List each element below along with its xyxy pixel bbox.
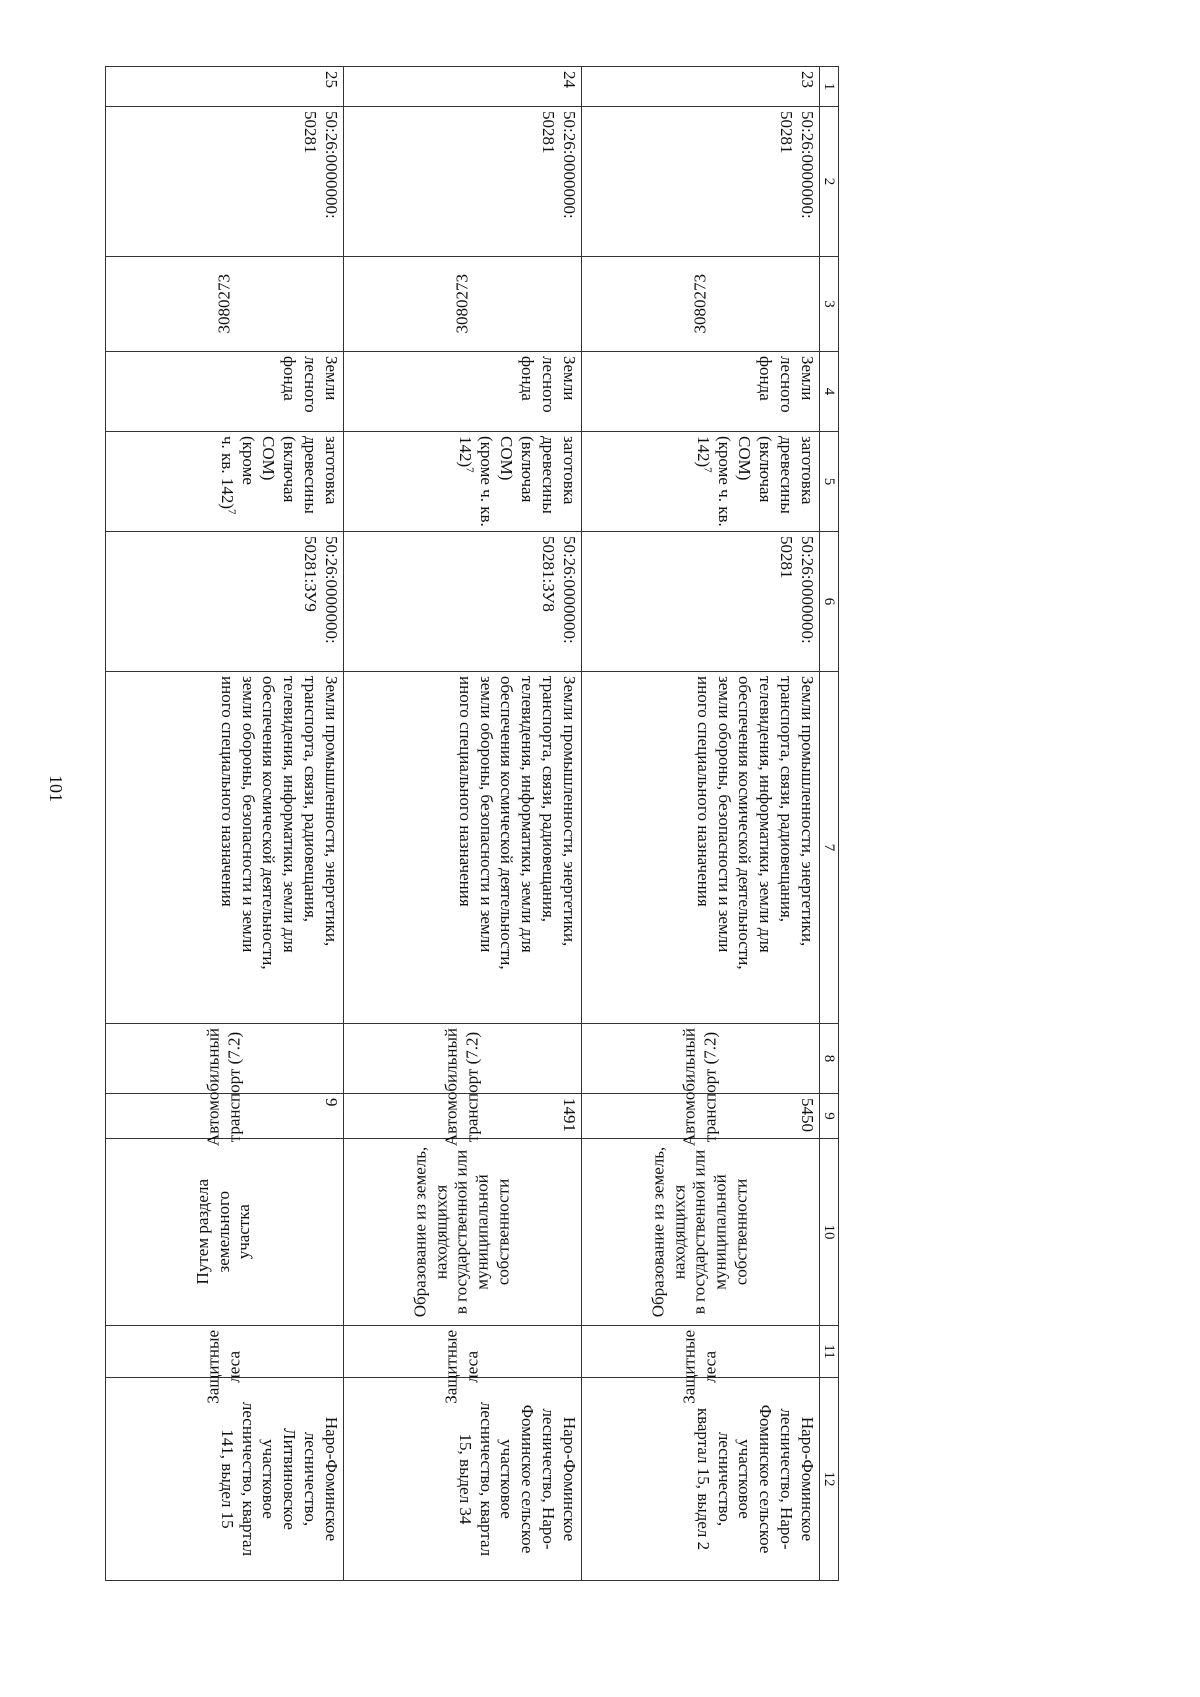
- permitted-use: Автомобильный транспорт (7.2): [679, 1028, 720, 1147]
- use-cell: [343, 432, 581, 532]
- cadastral-cell: [343, 532, 581, 672]
- row-number-cell: [343, 67, 581, 107]
- row-number: 23: [797, 71, 817, 88]
- land-category-short: Земли лесного фонда: [756, 356, 817, 413]
- method-cell: [581, 1139, 819, 1326]
- column-number: 10: [819, 1139, 838, 1326]
- forest-use-type: заготовка древесины (включая СОМ) (кроме ч. кв. 142): [218, 436, 341, 514]
- column-number: 6: [819, 532, 838, 672]
- permitted-use: Автомобильный транспорт (7.2): [441, 1028, 482, 1147]
- cadastral-cell: [105, 532, 343, 672]
- column-number: 5: [819, 432, 838, 532]
- column-number: 2: [819, 107, 838, 257]
- column-number: 7: [819, 672, 838, 1024]
- location: Наро-Фоминское лесничество, Литвиновское участковое лесничество, квартал 141, выдел 15: [218, 1401, 341, 1557]
- area-value: 9: [321, 1098, 341, 1107]
- code-cell: [105, 257, 343, 352]
- category-cell: [581, 352, 819, 432]
- formation-method: Образование из земель, находящихся в государственной или муниципальной собственности: [410, 1146, 513, 1318]
- cadastral-number: 50:26:0000000: 50281:ЗУ9: [300, 536, 341, 644]
- land-category-short: Земли лесного фонда: [518, 356, 579, 413]
- land-category-short: Земли лесного фонда: [280, 356, 341, 413]
- land-category: Земли промышленности, энергетики, транспорта, связи, радиовещания, телевидения, информатики, земли для обеспечения космической деятельности, земли обороны, безопасности и земли иного специального назначения: [456, 676, 579, 970]
- forest-use-type: заготовка древесины (включая СОМ) (кроме ч. кв. 142): [694, 436, 817, 527]
- area-value: 5450: [797, 1098, 817, 1132]
- parent-cadastral-number: 50:26:0000000: 50281: [538, 111, 579, 219]
- location-cell: [343, 1378, 581, 1581]
- footnote-mark: 7: [701, 467, 714, 473]
- table-row: [581, 67, 819, 1581]
- row-number-cell: [105, 67, 343, 107]
- forestry-code: 3080273: [451, 274, 471, 334]
- table-row: [105, 67, 343, 1581]
- forest-use-type: заготовка древесины (включая СОМ) (кроме ч. кв. 142): [456, 436, 579, 527]
- parent-cadastral-cell: [581, 107, 819, 257]
- forest-type: Защитные леса: [441, 1330, 482, 1404]
- category-cell: [343, 352, 581, 432]
- forest-type: Защитные леса: [679, 1330, 720, 1404]
- forest-type-cell: [343, 1326, 581, 1404]
- land-category-cell: [581, 672, 819, 1024]
- land-category: Земли промышленности, энергетики, транспорта, связи, радиовещания, телевидения, информатики, земли для обеспечения космической деятельности, земли обороны, безопасности и земли иного специального назначения: [694, 676, 817, 970]
- formation-method: Образование из земель, находящихся в государственной или муниципальной собственности: [648, 1146, 751, 1318]
- area-value: 1491: [559, 1098, 579, 1132]
- location-cell: [581, 1378, 819, 1581]
- column-number: 11: [819, 1326, 838, 1378]
- land-plots-table: [105, 66, 839, 1581]
- parent-cadastral-cell: [105, 107, 343, 257]
- footnote-mark: 7: [225, 509, 238, 515]
- location-cell: [105, 1378, 343, 1581]
- parent-cadastral-number: 50:26:0000000: 50281: [776, 111, 817, 219]
- land-category-cell: [343, 672, 581, 1024]
- use-cell: [581, 432, 819, 532]
- forest-type-cell: [581, 1326, 819, 1404]
- parent-cadastral-cell: [343, 107, 581, 257]
- use-cell: [105, 432, 343, 532]
- cadastral-number: 50:26:0000000: 50281: [776, 536, 817, 644]
- code-cell: [343, 257, 581, 352]
- land-category: Земли промышленности, энергетики, транспорта, связи, радиовещания, телевидения, информатики, земли для обеспечения космической деятельности, земли обороны, безопасности и земли иного специального назначения: [218, 676, 341, 970]
- category-cell: [105, 352, 343, 432]
- row-number: 24: [559, 71, 579, 88]
- footnote-mark: 7: [463, 467, 476, 473]
- column-number: 8: [819, 1024, 838, 1094]
- forest-type: Защитные леса: [203, 1330, 244, 1404]
- row-number-cell: [581, 67, 819, 107]
- permitted-use: Автомобильный транспорт (7.2): [203, 1028, 244, 1147]
- permitted-use-cell: [105, 1024, 343, 1147]
- method-cell: [105, 1139, 343, 1326]
- forest-type-cell: [105, 1326, 343, 1404]
- location: Наро-Фоминское лесничество, Наро- Фоминское сельское участковое лесничество, квартал 15, выдел 2: [694, 1404, 817, 1554]
- location: Наро-Фоминское лесничество, Наро- Фоминское сельское участковое лесничество, квартал 15, выдел 34: [456, 1401, 579, 1557]
- code-cell: [581, 257, 819, 352]
- table-container: [114, 66, 839, 1580]
- method-cell: [343, 1139, 581, 1326]
- column-number: 1: [819, 67, 838, 107]
- column-number: 3: [819, 257, 838, 352]
- column-number: 12: [819, 1378, 838, 1581]
- row-number: 25: [321, 71, 341, 88]
- forestry-code: 3080273: [689, 274, 709, 334]
- cadastral-cell: [581, 532, 819, 672]
- forestry-code: 3080273: [213, 274, 233, 334]
- page-number: 101: [46, 775, 66, 802]
- land-category-cell: [105, 672, 343, 1024]
- cadastral-number: 50:26:0000000: 50281:ЗУ8: [538, 536, 579, 644]
- table-row: [343, 67, 581, 1581]
- parent-cadastral-number: 50:26:0000000: 50281: [300, 111, 341, 219]
- column-number: 9: [819, 1094, 838, 1139]
- formation-method: Путем раздела земельного участка: [193, 1179, 254, 1285]
- column-number: 4: [819, 352, 838, 432]
- column-numbers-row: [819, 67, 838, 1581]
